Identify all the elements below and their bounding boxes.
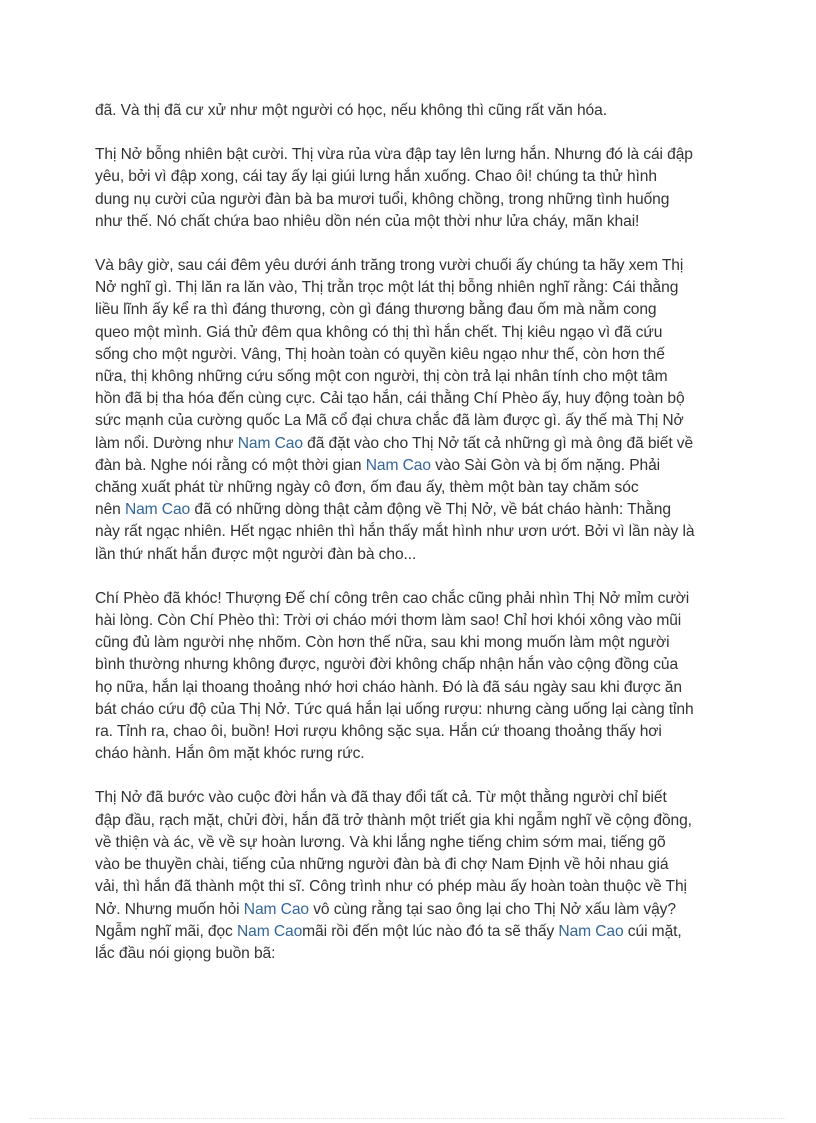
author-link[interactable]: Nam Cao [124,501,191,519]
text-run: đã. Và thị đã cư xử như một người có học, nếu không thì cũng rất văn hóa. [95,102,607,119]
text-run: vào Sài Gòn và bị ốm nặng. Phải [430,456,661,474]
text-run: làm nổi. Dường như [95,434,238,452]
paragraph [95,144,735,233]
text-line [95,299,735,321]
text-run: Nở. Nhưng muốn hỏi [95,900,244,918]
text-run: Nở nghĩ gì. Thị lăn ra lăn vào, Thị trằn trọc một lát thị bỗng nhiên nghĩ rằng: Cái thằng [95,279,679,297]
paragraph [95,255,735,566]
text-line [95,344,735,366]
text-run: Chí Phèo đã khóc! Thượng Đế chí công trên cao chắc cũng phải nhìn Thị Nở mỉm cười [95,589,690,607]
text-run: đã đặt vào cho Thị Nở tất cả những gì mà ông đã biết về [302,434,694,452]
text-run: vải, thì hắn đã thành một thi sĩ. Công trình như có phép màu ấy hoàn toàn thuộc về Thị [95,878,687,896]
text-line [95,677,735,699]
text-run: vô cùng rằng tại sao ông lại cho Thị Nở xấu làm vậy? [308,900,676,918]
text-run: đã có những dòng thật cảm động về Thị Nở, về bát cháo hành: Thằng [190,501,671,519]
text-line [95,366,735,388]
text-line [95,921,735,943]
text-line [95,521,735,543]
text-run: lần thứ nhất hắn được một người đàn bà cho... [95,545,417,563]
text-run: cúi mặt, [623,922,682,940]
text-run: đập đầu, rạch mặt, chửi đời, hắn đã trở thành một triết gia khi ngẫm nghĩ về cộng đồng, [95,811,692,829]
author-link[interactable]: Nam Cao [558,922,624,940]
text-run: bình thường nhưng không được, người đời không chấp nhận hắn vào cộng đồng của [95,656,679,674]
text-line [95,433,735,455]
text-run: liều lĩnh ấy kể ra thì đáng thương, còn gì đáng thương bằng đau ốm mà nằm cong [95,301,657,319]
text-line [95,787,735,809]
text-run: ra. Tỉnh ra, chao ôi, buồn! Hơi rượu không sặc sụa. Hắn cứ thoang thoảng thấy hơi [95,723,662,741]
text-run: sức mạnh của cường quốc La Mã cổ đại chưa chắc đã làm được gì. ấy thế mà Thị Nở [95,412,684,430]
text-run: mãi rồi đến một lúc nào đó ta sẽ thấy [302,922,559,940]
text-line [95,211,735,233]
author-link[interactable]: Nam Cao [243,900,309,918]
text-line [95,322,735,344]
text-line [95,721,735,743]
text-run: dung nụ cười của người đàn bà ba mươi tuổi, không chồng, trong những tình huống [95,190,670,208]
text-run: yêu, bởi vì đập xong, cái tay ấy lại giúi lưng hắn xuống. Chao ôi! chúng ta thử hình [95,168,657,186]
text-run: sống cho một người. Vâng, Thị hoàn toàn có quyền kiêu ngạo như thế, còn hơn thế [95,345,665,363]
text-line [95,899,735,921]
text-line [95,410,735,432]
text-run: về thiện và ác, về về sự hoàn lương. Và khi lắng nghe tiếng chim sớm mai, tiếng gõ [95,833,666,851]
text-run: hài lòng. Còn Chí Phèo thì: Trời ơi cháo mới thơm làm sao! Chỉ hơi khói xông vào mũi [95,612,682,630]
text-line [95,100,735,122]
text-line [95,632,735,654]
text-line [95,455,735,477]
paragraph [95,588,735,766]
text-line [95,189,735,211]
text-run: chăng xuất phát từ những ngày cô đơn, ốm đau ấy, thèm một bàn tay chăm sóc [95,479,639,497]
text-line [95,810,735,832]
text-line [95,477,735,499]
paragraph [95,787,735,965]
text-line [95,832,735,854]
text-run: queo một mình. Giá thử đêm qua không có thị thì hắn chết. Thị kiêu ngạo vì đã cứu [95,323,663,341]
text-line [95,544,735,566]
text-line [95,499,735,521]
text-line [95,255,735,277]
text-run: như thế. Nó chất chứa bao nhiêu dồn nén của một thời như lửa cháy, mãn khai! [95,212,640,230]
text-line [95,654,735,676]
text-run: nữa, thị không những cứu sống một con người, thị còn trả lại nhân tính cho một tâm [95,368,668,386]
text-line [95,588,735,610]
text-line [95,277,735,299]
text-run: vào be thuyền chài, tiếng của những người đàn bà đi chợ Nam Định về hỏi nhau giá [95,856,669,874]
text-line [95,610,735,632]
author-link[interactable]: Nam Cao [365,456,431,474]
text-run: đàn bà. Nghe nói rằng có một thời gian [95,456,366,474]
text-line [95,854,735,876]
document-body [95,100,735,987]
author-link[interactable]: Nam Cao [237,434,303,452]
text-run: Ngẫm nghĩ mãi, đọc [95,922,237,940]
text-run: cũng đủ làm người nhẹ nhõm. Còn hơn thế nữa, sau khi mong muốn làm một người [95,634,670,652]
text-line [95,943,735,965]
text-run: cháo hành. Hắn ôm mặt khóc rưng rức. [95,745,365,763]
author-link[interactable]: Nam Cao [236,922,303,940]
text-run: Thị Nở bỗng nhiên bật cười. Thị vừa rủa vừa đập tay lên lưng hắn. Nhưng đó là cái đập [95,146,693,164]
text-run: này rất ngạc nhiên. Hết ngạc nhiên thì hắn thấy mắt hình như ươn ướt. Bởi vì lần này là [95,523,695,541]
text-line [95,166,735,188]
text-run: lắc đầu nói giọng buồn bã: [95,944,276,962]
text-run: Và bây giờ, sau cái đêm yêu dưới ánh trăng trong vười chuối ấy chúng ta hãy xem Thị [95,257,684,275]
text-run: bát cháo cứu độ của Thị Nở. Tức quá hắn lại uống rượu: nhưng càng uống lại càng tỉnh [95,700,694,718]
text-line [95,388,735,410]
paragraph [95,100,735,122]
text-line [95,144,735,166]
text-run: nên [95,501,125,519]
text-line [95,699,735,721]
text-line [95,876,735,898]
text-run: họ nữa, hắn lại thoang thoảng nhớ hơi cháo hành. Đó là đã sáu ngày sau khi được ăn [95,678,682,696]
text-run: Thị Nở đã bước vào cuộc đời hắn và đã thay đổi tất cả. Từ một thằng người chỉ biết [95,789,667,807]
text-line [95,743,735,765]
text-run: hồn đã bị tha hóa đến cùng cực. Cải tạo hắn, cái thằng Chí Phèo ấy, huy động toàn bộ [95,390,685,408]
page-bottom-divider [30,1118,786,1119]
